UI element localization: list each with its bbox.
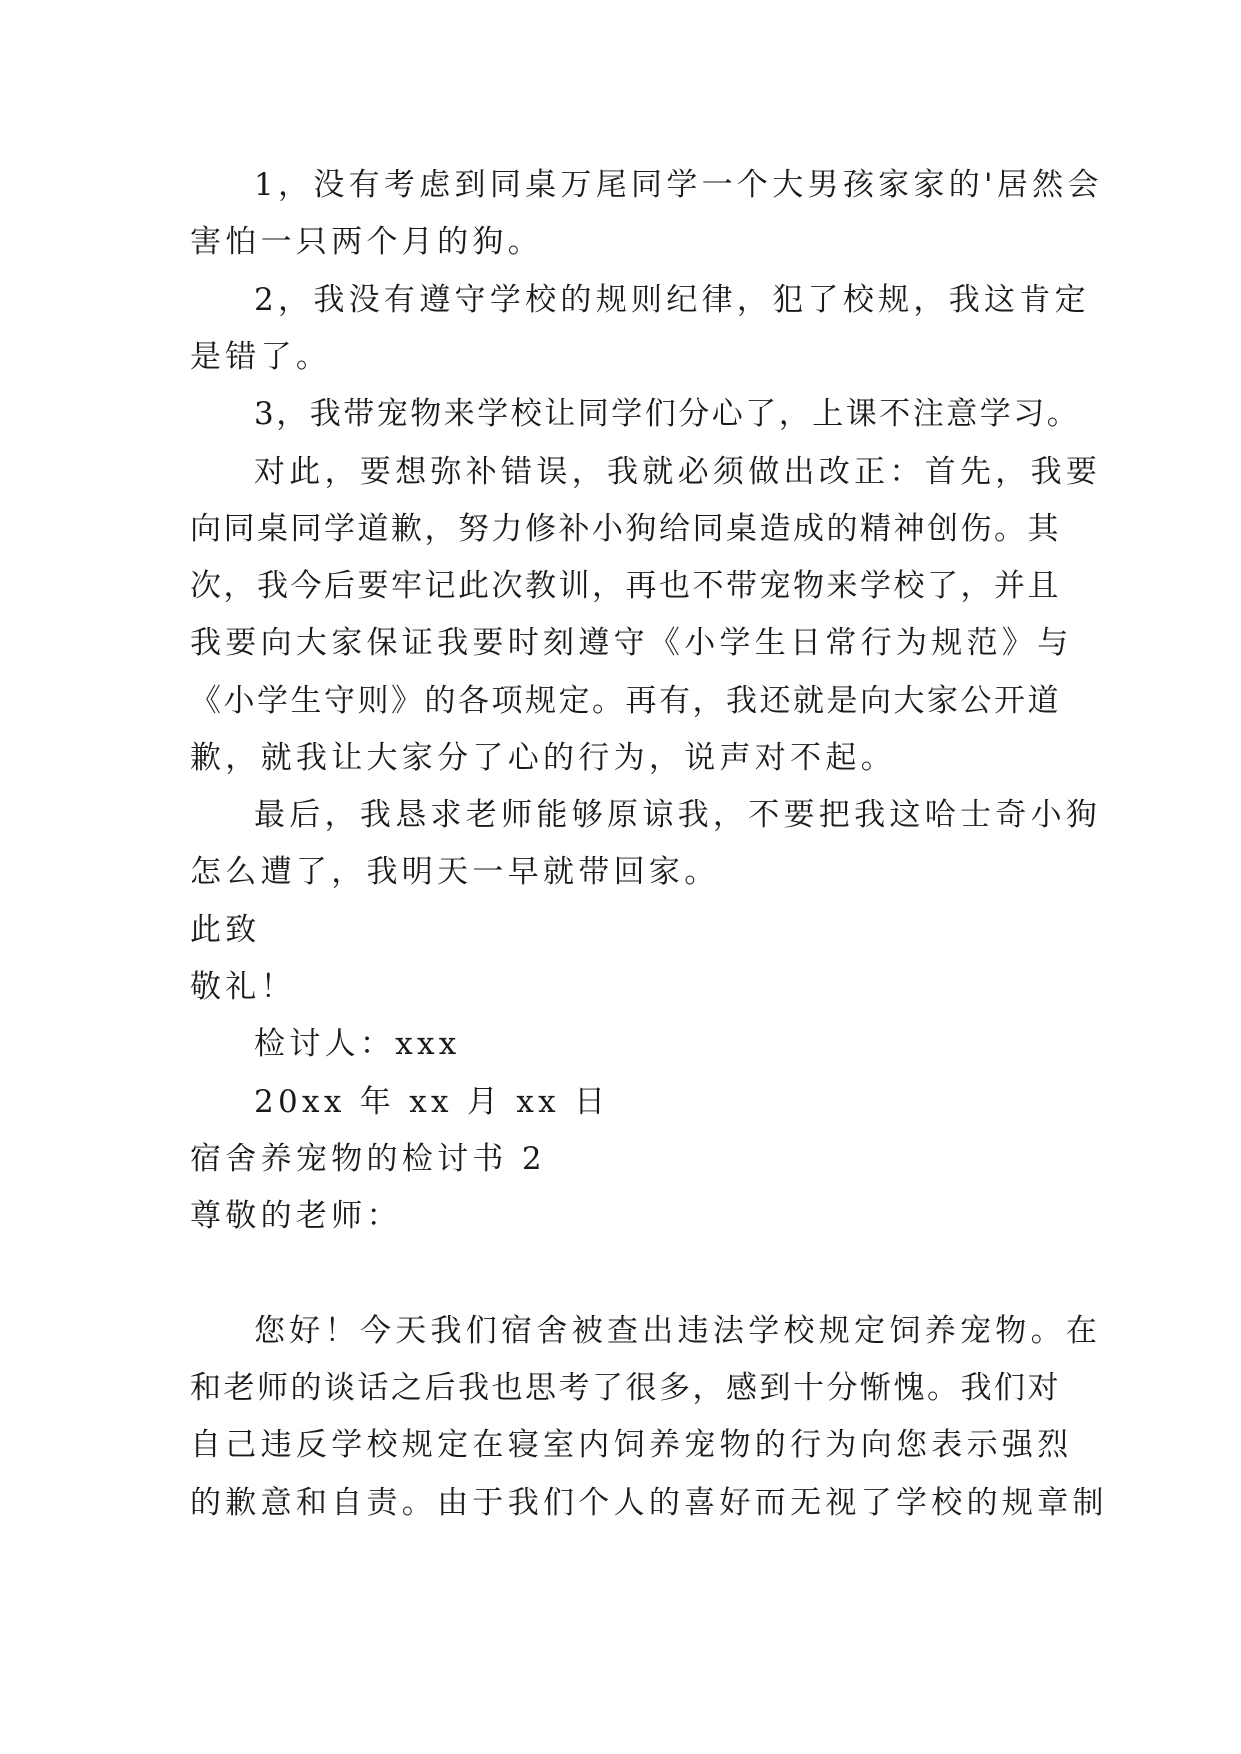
section-title: 宿舍养宠物的检讨书 2 (190, 1141, 546, 1177)
paragraph-line: 次，我今后要牢记此次教训，再也不带宠物来学校了，并且 (190, 568, 1061, 604)
paragraph-line: 和老师的谈话之后我也思考了很多，感到十分惭愧。我们对 (190, 1370, 1061, 1406)
paragraph-line: 怎么遭了，我明天一早就带回家。 (190, 854, 720, 890)
paragraph-line: 1，没有考虑到同桌万尾同学一个大男孩家家的'居然会 (254, 167, 1103, 203)
paragraph-line: 《小学生守则》的各项规定。再有，我还就是向大家公开道 (190, 683, 1061, 719)
closing-salute: 敬礼！ (190, 969, 296, 1005)
salutation: 尊敬的老师： (190, 1198, 402, 1234)
paragraph-line: 自己违反学校规定在寝室内饲养宠物的行为向您表示强烈 (190, 1427, 1073, 1463)
closing-line: 此致 (190, 912, 261, 948)
paragraph-line: 我要向大家保证我要时刻遵守《小学生日常行为规范》与 (190, 625, 1073, 661)
paragraph-line: 3，我带宠物来学校让同学们分心了，上课不注意学习。 (254, 396, 1081, 432)
date-line: 20xx 年 xx 月 xx 日 (254, 1084, 610, 1120)
paragraph-line: 最后，我恳求老师能够原谅我，不要把我这哈士奇小狗 (254, 797, 1102, 833)
paragraph-line: 2，我没有遵守学校的规则纪律，犯了校规，我这肯定 (254, 282, 1090, 318)
paragraph-line: 歉，就我让大家分了心的行为，说声对不起。 (190, 740, 896, 776)
paragraph-line: 对此，要想弥补错误，我就必须做出改正：首先，我要 (254, 454, 1102, 490)
paragraph-line: 是错了。 (190, 339, 332, 375)
signature-line: 检讨人：xxx (254, 1026, 461, 1062)
paragraph-line: 害怕一只两个月的狗。 (190, 224, 543, 260)
paragraph-line: 您好！今天我们宿舍被查出违法学校规定饲养宠物。在 (254, 1313, 1102, 1349)
paragraph-line: 向同桌同学道歉，努力修补小狗给同桌造成的精神创伤。其 (190, 511, 1061, 547)
paragraph-line: 的歉意和自责。由于我们个人的喜好而无视了学校的规章制 (190, 1485, 1108, 1521)
